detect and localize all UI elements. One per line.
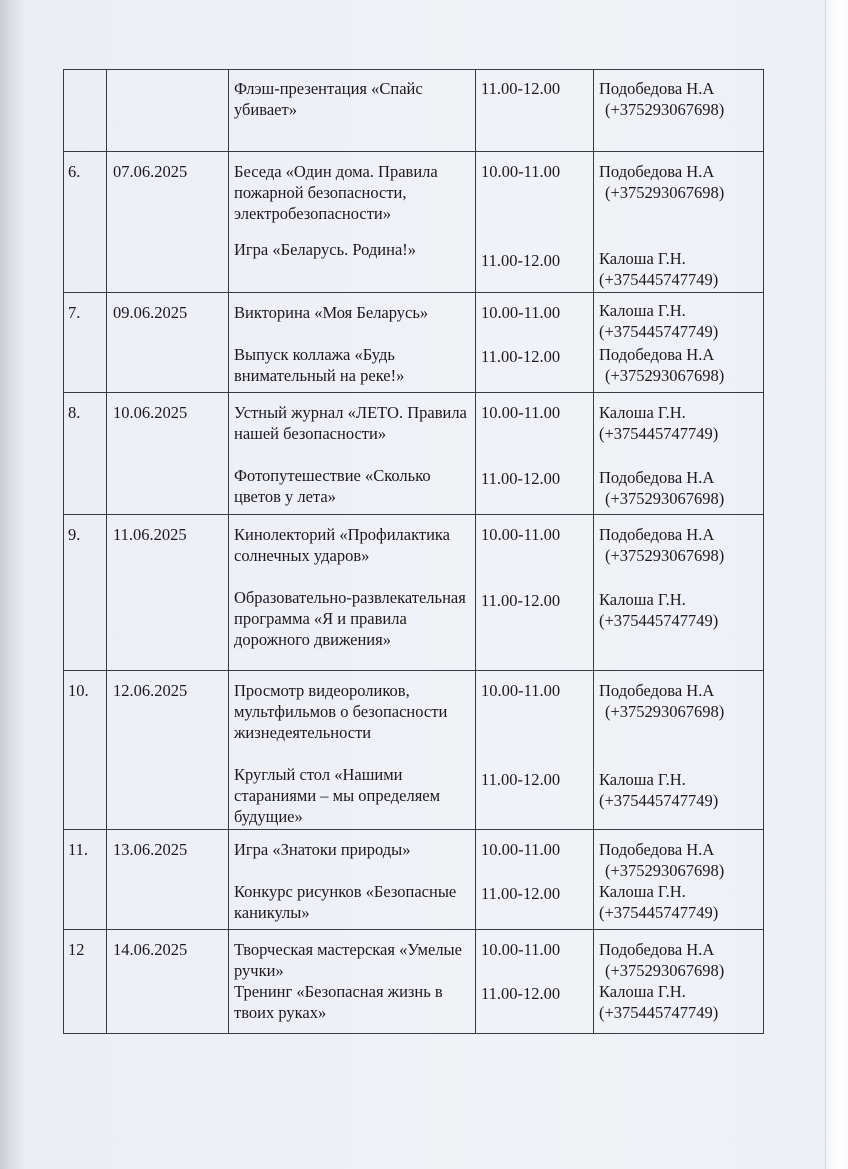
- table-row: [64, 515, 764, 671]
- person-phone: (+375445747749): [599, 322, 719, 341]
- person-phone: (+375293067698): [605, 546, 725, 565]
- person-phone: (+375445747749): [599, 424, 719, 443]
- time-text: 11.00-12.00: [481, 770, 561, 789]
- responsible-person: [599, 981, 718, 1023]
- responsible-person: [599, 248, 718, 290]
- date-cell: [107, 671, 229, 830]
- responsible-person: [599, 939, 724, 981]
- event-text: Выпуск коллажа «Будь внимательный на реке!»: [234, 345, 405, 385]
- event-text: Фотопутешествие «Сколько цветов у лета»: [234, 466, 431, 506]
- event-text: Конкурс рисунков «Безопасные каникулы»: [234, 882, 457, 922]
- event-text: Тренинг «Безопасная жизнь в твоих руках»: [234, 982, 443, 1022]
- event-cell: [229, 930, 476, 1034]
- responsible-cell: [594, 70, 764, 152]
- event-text: Просмотр видеороликов, мультфильмов о безопасности жизнедеятельности: [234, 681, 448, 742]
- row-number: 12: [68, 940, 85, 959]
- event-cell: [229, 152, 476, 293]
- responsible-cell: [594, 293, 764, 393]
- responsible-person: [599, 589, 718, 631]
- time-cell: [476, 515, 594, 671]
- time-text: 11.00-12.00: [481, 591, 561, 610]
- responsible-person: [599, 680, 724, 722]
- responsible-person: [599, 78, 724, 120]
- event-text: Устный журнал «ЛЕТО. Правила нашей безопасности»: [234, 403, 467, 443]
- date-cell: [107, 152, 229, 293]
- number-cell: [64, 515, 107, 671]
- person-name: Калоша Г.Н.: [599, 301, 686, 320]
- event-text: Викторина «Моя Беларусь»: [234, 303, 429, 322]
- event-cell: [229, 70, 476, 152]
- responsible-person: [599, 769, 718, 811]
- person-phone: (+375293067698): [605, 100, 725, 119]
- person-phone: (+375293067698): [605, 861, 725, 880]
- time-text: 10.00-11.00: [481, 525, 561, 544]
- event-text: Круглый стол «Нашими стараниями – мы определяем будущие»: [234, 765, 441, 826]
- time-text: 11.00-12.00: [481, 884, 561, 903]
- table-row: [64, 393, 764, 515]
- event-cell: [229, 515, 476, 671]
- time-text: 11.00-12.00: [481, 251, 561, 270]
- responsible-cell: [594, 930, 764, 1034]
- row-number: 9.: [68, 525, 81, 544]
- event-text: Игра «Беларусь. Родина!»: [234, 240, 417, 259]
- event-cell: [229, 671, 476, 830]
- time-cell: [476, 152, 594, 293]
- time-text: 10.00-11.00: [481, 403, 561, 422]
- event-text: Творческая мастерская «Умелые ручки»: [234, 940, 462, 980]
- person-phone: (+375445747749): [599, 270, 719, 289]
- person-name: Калоша Г.Н.: [599, 590, 686, 609]
- person-name: Подобедова Н.А: [599, 525, 715, 544]
- event-text: Беседа «Один дома. Правила пожарной безопасности, электробезопасности»: [234, 162, 438, 223]
- event-text: Образовательно-развлекательная программа «Я и правила дорожного движения»: [234, 588, 466, 649]
- row-date: 10.06.2025: [113, 403, 188, 422]
- row-number: 10.: [68, 681, 89, 700]
- person-name: Калоша Г.Н.: [599, 249, 686, 268]
- row-number: 6.: [68, 162, 81, 181]
- event-text: Флэш-презентация «Спайс убивает»: [234, 79, 423, 119]
- time-text: 10.00-11.00: [481, 162, 561, 181]
- person-phone: (+375293067698): [605, 961, 725, 980]
- time-cell: [476, 70, 594, 152]
- date-cell: [107, 930, 229, 1034]
- person-name: Калоша Г.Н.: [599, 403, 686, 422]
- date-cell: [107, 293, 229, 393]
- person-phone: (+375293067698): [605, 366, 725, 385]
- number-cell: [64, 930, 107, 1034]
- schedule-table: [63, 69, 764, 1034]
- time-cell: [476, 671, 594, 830]
- row-number: 7.: [68, 303, 81, 322]
- time-cell: [476, 393, 594, 515]
- time-text: 11.00-12.00: [481, 79, 561, 98]
- row-date: 07.06.2025: [113, 162, 188, 181]
- number-cell: [64, 293, 107, 393]
- table-row: [64, 293, 764, 393]
- date-cell: [107, 830, 229, 930]
- person-name: Подобедова Н.А: [599, 345, 715, 364]
- responsible-person: [599, 344, 724, 386]
- row-number: 11.: [68, 840, 89, 859]
- person-phone: (+375445747749): [599, 791, 719, 810]
- person-name: Подобедова Н.А: [599, 79, 715, 98]
- time-text: 11.00-12.00: [481, 984, 561, 1003]
- event-cell: [229, 293, 476, 393]
- responsible-person: [599, 467, 724, 509]
- responsible-person: [599, 839, 724, 881]
- number-cell: [64, 393, 107, 515]
- row-date: 13.06.2025: [113, 840, 188, 859]
- person-phone: (+375445747749): [599, 1003, 719, 1022]
- time-text: 10.00-11.00: [481, 840, 561, 859]
- person-phone: (+375293067698): [605, 183, 725, 202]
- responsible-cell: [594, 671, 764, 830]
- page-edge: [825, 0, 848, 1169]
- row-date: 09.06.2025: [113, 303, 188, 322]
- number-cell: [64, 152, 107, 293]
- person-phone: (+375445747749): [599, 611, 719, 630]
- person-phone: (+375293067698): [605, 702, 725, 721]
- event-cell: [229, 830, 476, 930]
- date-cell: [107, 70, 229, 152]
- responsible-cell: [594, 830, 764, 930]
- time-text: 11.00-12.00: [481, 347, 561, 366]
- responsible-person: [599, 161, 724, 203]
- table-row: [64, 671, 764, 830]
- event-text: Игра «Знатоки природы»: [234, 840, 411, 859]
- responsible-cell: [594, 393, 764, 515]
- person-name: Подобедова Н.А: [599, 940, 715, 959]
- row-date: 14.06.2025: [113, 940, 188, 959]
- row-date: 12.06.2025: [113, 681, 188, 700]
- person-name: Подобедова Н.А: [599, 681, 715, 700]
- event-cell: [229, 393, 476, 515]
- person-name: Подобедова Н.А: [599, 162, 715, 181]
- person-name: Калоша Г.Н.: [599, 882, 686, 901]
- event-text: Кинолекторий «Профилактика солнечных ударов»: [234, 525, 451, 565]
- responsible-cell: [594, 515, 764, 671]
- time-text: 11.00-12.00: [481, 469, 561, 488]
- date-cell: [107, 515, 229, 671]
- person-name: Подобедова Н.А: [599, 468, 715, 487]
- row-number: 8.: [68, 403, 81, 422]
- responsible-cell: [594, 152, 764, 293]
- time-cell: [476, 293, 594, 393]
- row-date: 11.06.2025: [113, 525, 187, 544]
- person-name: Калоша Г.Н.: [599, 982, 686, 1001]
- person-phone: (+375445747749): [599, 903, 719, 922]
- table-row: [64, 152, 764, 293]
- responsible-person: [599, 300, 718, 342]
- time-text: 10.00-11.00: [481, 940, 561, 959]
- responsible-person: [599, 402, 718, 444]
- table-row: [64, 930, 764, 1034]
- person-name: Калоша Г.Н.: [599, 770, 686, 789]
- number-cell: [64, 671, 107, 830]
- table-row: [64, 70, 764, 152]
- person-name: Подобедова Н.А: [599, 840, 715, 859]
- number-cell: [64, 830, 107, 930]
- time-cell: [476, 930, 594, 1034]
- date-cell: [107, 393, 229, 515]
- number-cell: [64, 70, 107, 152]
- time-text: 10.00-11.00: [481, 303, 561, 322]
- table-row: [64, 830, 764, 930]
- time-text: 10.00-11.00: [481, 681, 561, 700]
- responsible-person: [599, 881, 718, 923]
- time-cell: [476, 830, 594, 930]
- responsible-person: [599, 524, 724, 566]
- person-phone: (+375293067698): [605, 489, 725, 508]
